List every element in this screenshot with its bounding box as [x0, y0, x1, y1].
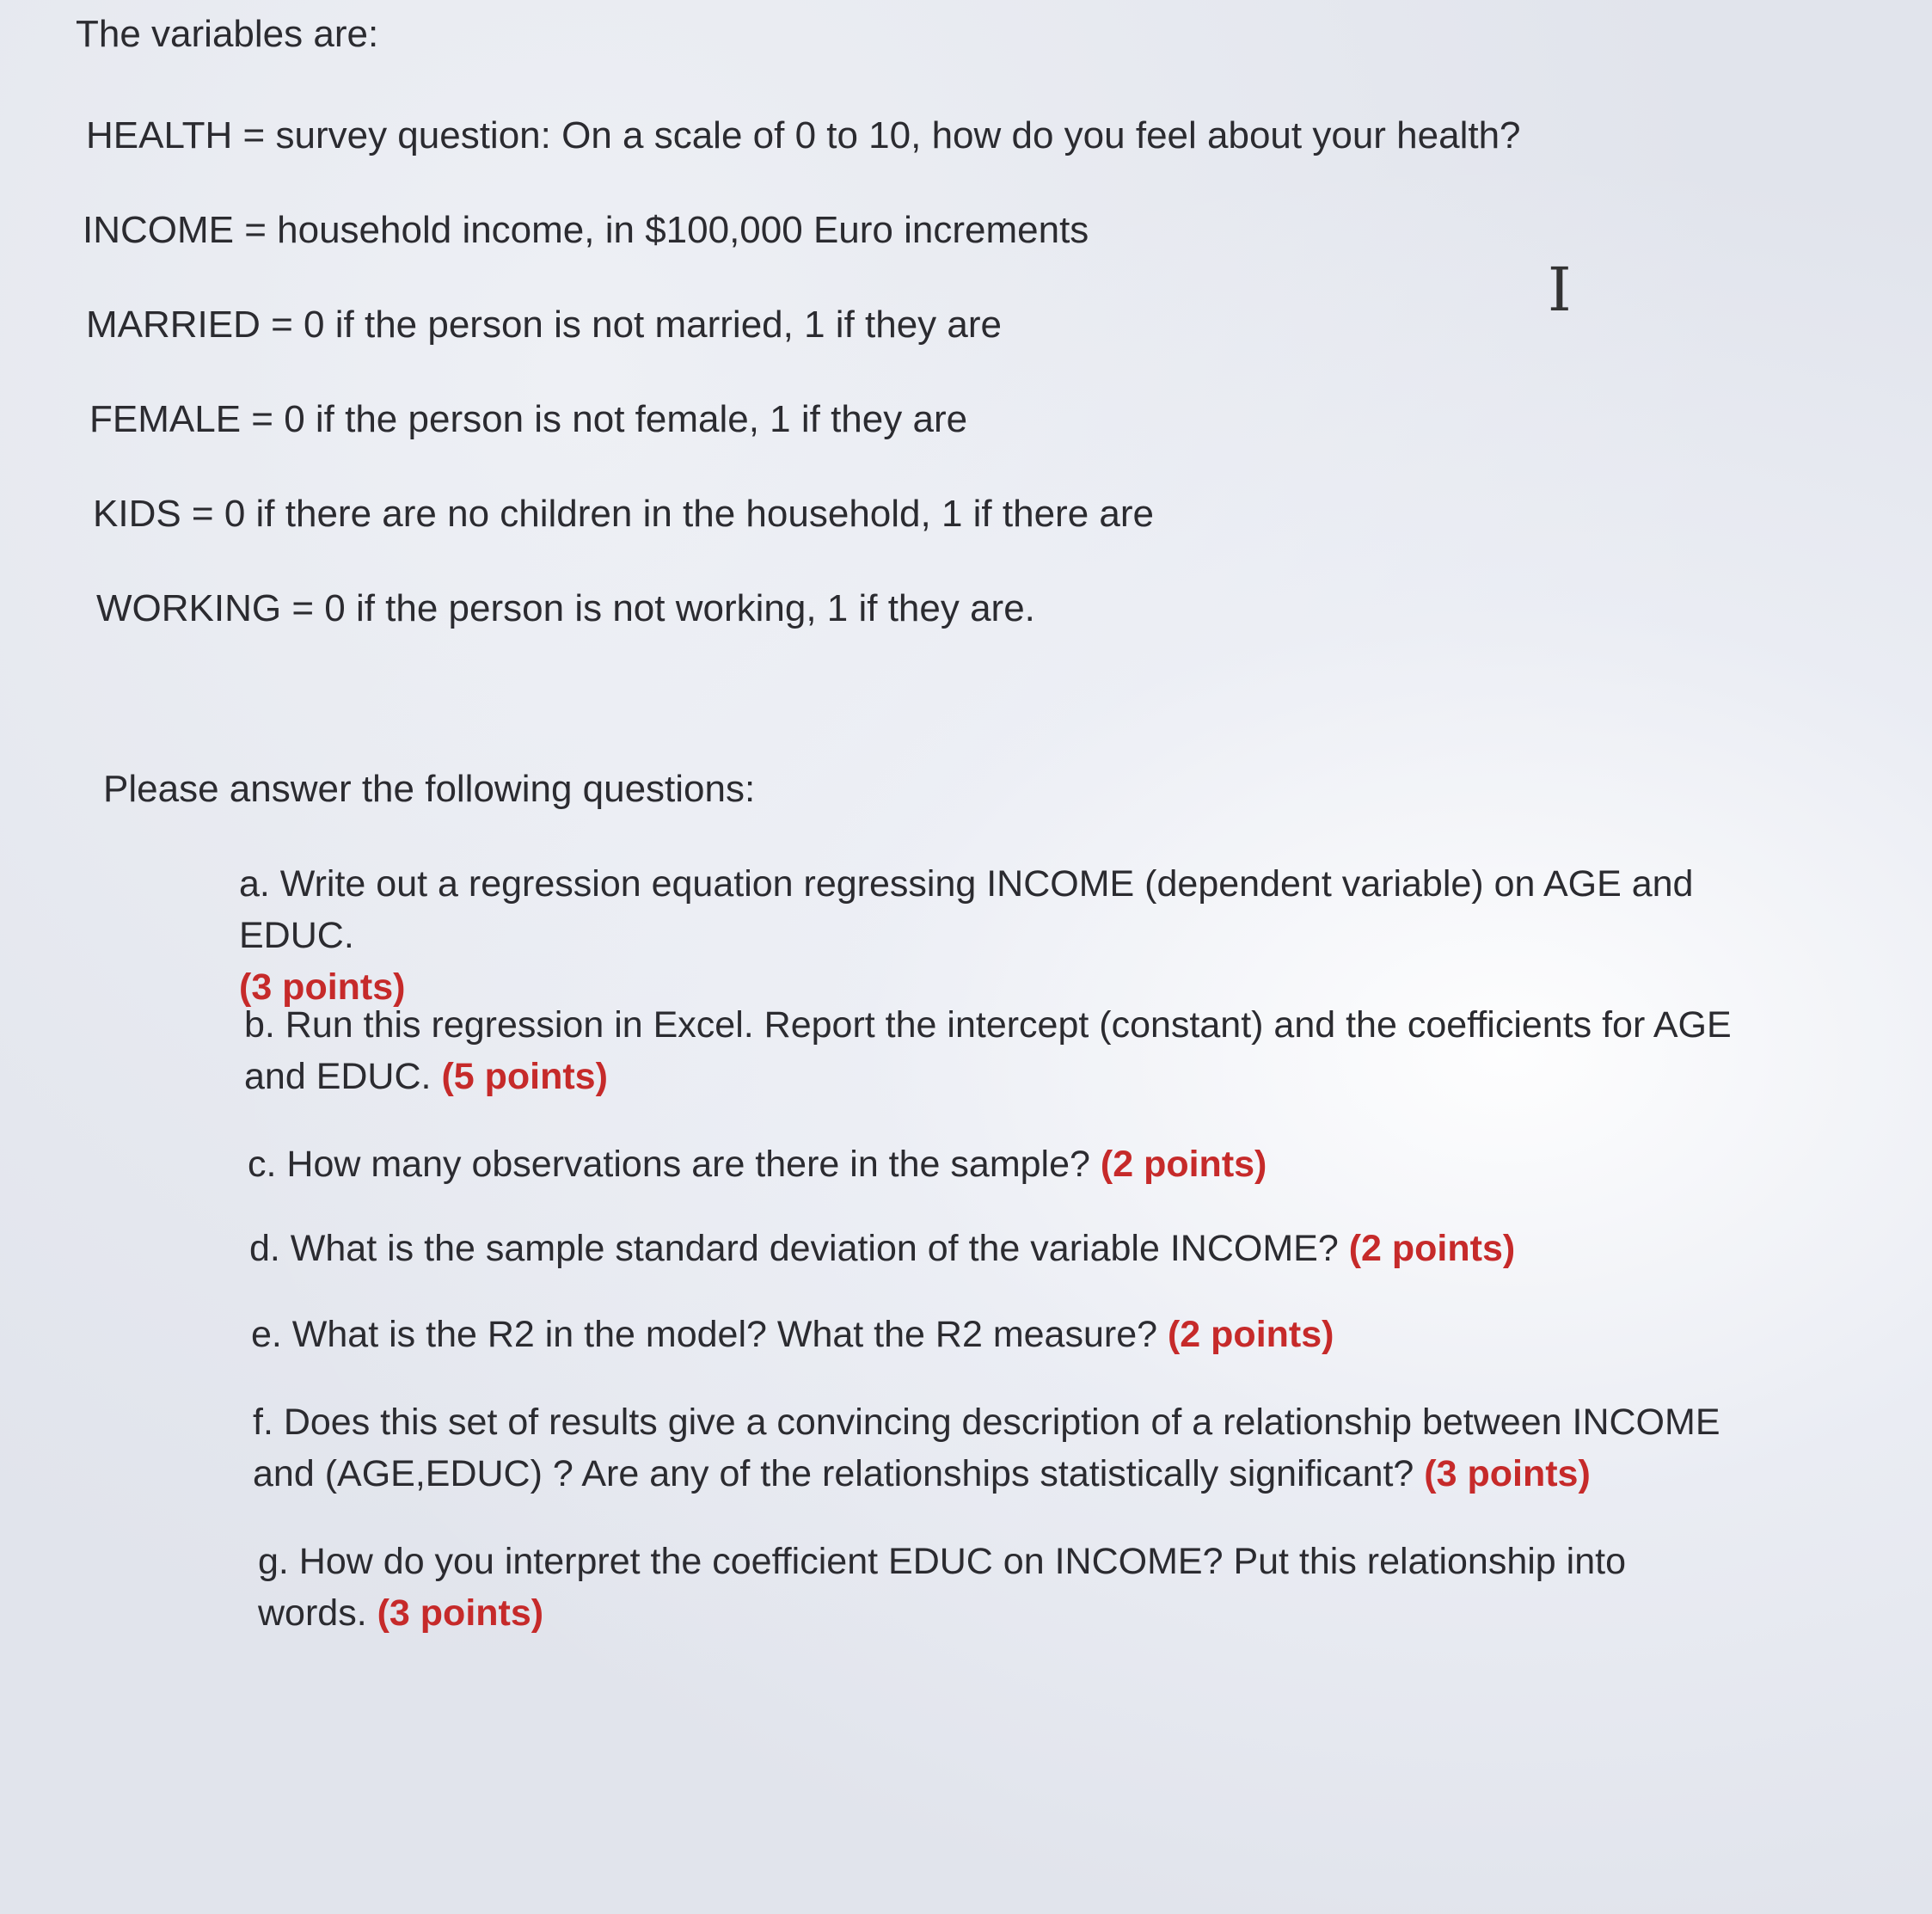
variable-kids: KIDS = 0 if there are no children in the household, 1 if there are: [93, 493, 1154, 535]
question-b: [244, 999, 1775, 1102]
question-b-text: b. Run this regression in Excel. Report the intercept (constant) and the coefficients for AGE and EDUC.: [244, 1004, 1732, 1097]
variable-health: HEALTH = survey question: On a scale of 0 to 10, how do you feel about your health?: [86, 114, 1521, 156]
variable-working: WORKING = 0 if the person is not working, 1 if they are.: [96, 587, 1035, 629]
question-a-text: a. Write out a regression equation regressing INCOME (dependent variable) on AGE and EDUC.: [239, 863, 1694, 956]
question-c-points: (2 points): [1100, 1144, 1267, 1185]
question-c: [248, 1138, 1864, 1190]
instructions-heading: Please answer the following questions:: [103, 768, 756, 810]
question-a-points: (3 points): [239, 966, 406, 1008]
question-c-text: c. How many observations are there in the sample?: [248, 1144, 1090, 1185]
question-f: [253, 1396, 1732, 1500]
variable-female: FEMALE = 0 if the person is not female, 1 if they are: [89, 398, 968, 440]
question-a: [239, 858, 1787, 1013]
question-d-text: d. What is the sample standard deviation of the variable INCOME?: [249, 1228, 1339, 1269]
variable-married: MARRIED = 0 if the person is not married, 1 if they are: [86, 304, 1003, 346]
question-e-text: e. What is the R2 in the model? What the R2 measure?: [251, 1314, 1158, 1355]
question-d-points: (2 points): [1348, 1228, 1516, 1269]
question-g-points: (3 points): [377, 1592, 544, 1634]
question-b-points: (5 points): [441, 1056, 608, 1097]
variables-heading: The variables are:: [76, 13, 379, 55]
question-d: [249, 1223, 1866, 1274]
variable-income: INCOME = household income, in $100,000 Euro increments: [83, 209, 1089, 251]
question-e: [251, 1309, 1868, 1360]
question-f-text: f. Does this set of results give a convincing description of a relationship between INCOME and (AGE,EDUC) ? Are any of the relationships statistically significant?: [253, 1402, 1720, 1494]
question-g-text: g. How do you interpret the coefficient EDUC on INCOME? Put this relationship into words.: [258, 1541, 1626, 1634]
question-g: [258, 1536, 1737, 1639]
text-cursor-icon: I: [1548, 255, 1572, 325]
question-f-points: (3 points): [1424, 1453, 1591, 1494]
question-e-points: (2 points): [1167, 1314, 1334, 1355]
